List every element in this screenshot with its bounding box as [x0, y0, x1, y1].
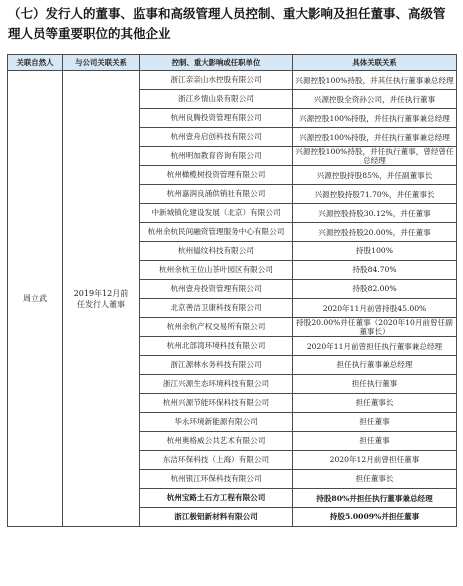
unit-cell: 华永环境新能源有限公司 — [140, 413, 293, 432]
detail-cell: 兴源控股持股85%，并任副董事长 — [293, 166, 457, 185]
section-heading: （七）发行人的董事、监事和高级管理人员控制、重大影响及担任董事、高级管理人员等重要职位的其他企业 — [8, 6, 446, 41]
unit-cell: 浙江源林水务科技有限公司 — [140, 356, 293, 375]
unit-cell: 杭州良腾投资管理有限公司 — [140, 109, 293, 128]
unit-cell: 浙江乡情山泉有限公司 — [140, 90, 293, 109]
unit-cell: 杭州壹舟投资管理有限公司 — [140, 280, 293, 299]
detail-cell: 持股20.00%并任董事（2020年10月前曾任副董事长） — [293, 318, 457, 337]
table-header-row — [8, 55, 457, 71]
unit-cell: 杭州余杭民间融资管理服务中心有限公司 — [140, 223, 293, 242]
unit-cell: 中新城镇化建设发展（北京）有限公司 — [140, 204, 293, 223]
detail-cell: 担任执行董事兼总经理 — [293, 356, 457, 375]
detail-cell: 担任董事 — [293, 413, 457, 432]
unit-cell: 杭州兴源节能环保科技有限公司 — [140, 394, 293, 413]
detail-cell: 担任执行董事 — [293, 375, 457, 394]
table-row — [8, 71, 457, 90]
unit-cell: 杭州橄榄树投资管理有限公司 — [140, 166, 293, 185]
header-relation: 与公司关联关系 — [63, 55, 140, 71]
detail-cell: 兴源控股100%持股，并任执行董事，曾经曾任总经理 — [293, 147, 457, 166]
unit-cell: 浙江亲亲山水控股有限公司 — [140, 71, 293, 90]
unit-cell: 杭州北部湾环境科技有限公司 — [140, 337, 293, 356]
unit-cell: 杭州明加教育咨询有限公司 — [140, 147, 293, 166]
unit-cell: 浙江极铝新材料有限公司 — [140, 508, 293, 527]
detail-cell: 持股100% — [293, 242, 457, 261]
detail-cell: 兴源控股100%持股，并任执行董事兼总经理 — [293, 128, 457, 147]
unit-cell: 杭州余杭产权交易所有限公司 — [140, 318, 293, 337]
table-body — [8, 71, 457, 527]
detail-cell: 持股5.0009%并担任董事 — [293, 508, 457, 527]
unit-cell: 杭州奥格威公共艺术有限公司 — [140, 432, 293, 451]
detail-cell: 2020年11月前曾持股45.00% — [293, 299, 457, 318]
header-detail: 具体关联关系 — [293, 55, 457, 71]
detail-cell: 兴源控股100%持股，并其任执行董事兼总经理 — [293, 71, 457, 90]
unit-cell: 东洁环保科技（上海）有限公司 — [140, 451, 293, 470]
related-person-cell: 周立武 — [8, 71, 63, 527]
unit-cell: 杭州嘉润良涌供销社有限公司 — [140, 185, 293, 204]
detail-cell: 担任董事 — [293, 432, 457, 451]
unit-cell: 杭州银江环保科技有限公司 — [140, 470, 293, 489]
detail-cell: 兴源控股全资孙公司，并任执行董事 — [293, 90, 457, 109]
unit-cell: 杭州镒纹科技有限公司 — [140, 242, 293, 261]
unit-cell: 北京善洁卫康科技有限公司 — [140, 299, 293, 318]
unit-cell: 杭州宝路土石方工程有限公司 — [140, 489, 293, 508]
header-unit: 控制、重大影响或任职单位 — [140, 55, 293, 71]
detail-cell: 兴源控股持股30.12%，并任董事 — [293, 204, 457, 223]
detail-cell: 兴源控股持股20.00%，并任董事 — [293, 223, 457, 242]
unit-cell: 浙江兴源生态环境科技有限公司 — [140, 375, 293, 394]
header-person: 关联自然人 — [8, 55, 63, 71]
detail-cell: 持股82.00% — [293, 280, 457, 299]
detail-cell: 担任董事长 — [293, 470, 457, 489]
detail-cell: 2020年11月前曾担任执行董事兼总经理 — [293, 337, 457, 356]
detail-cell: 兴源控股持股71.70%，并任董事长 — [293, 185, 457, 204]
relation-cell: 2019年12月前任发行人董事 — [63, 71, 140, 527]
detail-cell: 持股84.70% — [293, 261, 457, 280]
detail-cell: 持股80%并担任执行董事兼总经理 — [293, 489, 457, 508]
detail-cell: 担任董事长 — [293, 394, 457, 413]
unit-cell: 杭州壹舟启创科技有限公司 — [140, 128, 293, 147]
detail-cell: 2020年12月前曾担任董事 — [293, 451, 457, 470]
detail-cell: 兴源控股100%持股，并任执行董事兼总经理 — [293, 109, 457, 128]
unit-cell: 杭州余杭王位山茶叶园区有限公司 — [140, 261, 293, 280]
related-enterprises-table — [7, 54, 457, 527]
